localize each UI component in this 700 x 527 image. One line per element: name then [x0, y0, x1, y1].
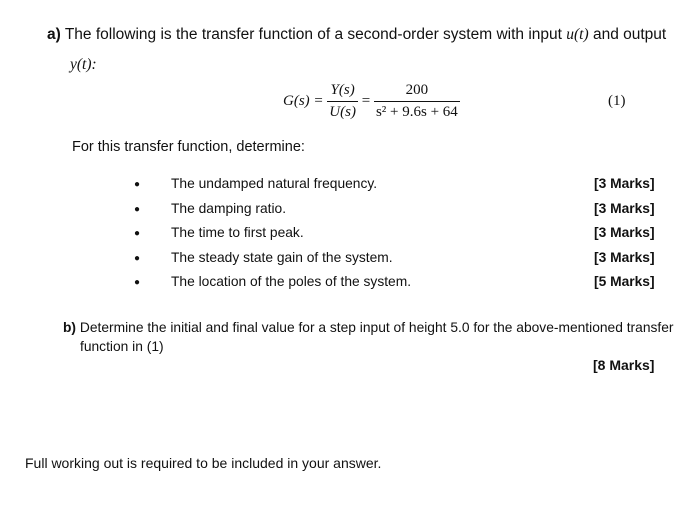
input-symbol: u(t)	[566, 26, 589, 43]
bullet-icon: ●	[134, 179, 141, 190]
list-item-marks: [3 Marks]	[594, 176, 655, 191]
list-item-marks: [5 Marks]	[594, 274, 655, 290]
list-item	[0, 225, 700, 250]
equation-number: (1)	[608, 93, 626, 109]
list-item-text: The damping ratio.	[171, 200, 287, 216]
list-item	[0, 201, 700, 226]
list-item-marks: [3 Marks]	[594, 249, 655, 265]
part-a-intro-text: The following is the transfer function of a second-order system with input	[64, 26, 562, 43]
footer-note: Full working out is required to be included in your answer.	[25, 455, 382, 471]
bullet-icon: ●	[134, 277, 141, 289]
part-b-line1: Determine the initial and final value for a step input of height 5.0 for the above-mentioned transfer	[79, 320, 674, 335]
list-item-text: The time to first peak.	[171, 225, 304, 241]
numerator-y: Y(s)	[330, 82, 355, 98]
bullet-icon: ●	[134, 228, 141, 240]
list-item	[0, 250, 700, 275]
fraction-transfer	[374, 82, 460, 121]
list-item-text: The steady state gain of the system.	[171, 249, 393, 265]
determine-prompt: For this transfer function, determine:	[72, 139, 305, 155]
part-b-question	[63, 320, 674, 335]
equation-lhs: G(s) =	[283, 92, 324, 109]
output-symbol: y(t):	[70, 56, 97, 73]
denominator-u: U(s)	[327, 101, 358, 121]
fraction-y-over-u	[327, 82, 358, 121]
transfer-function-equation	[283, 82, 460, 121]
bullet-icon: ●	[134, 203, 141, 215]
question-list	[0, 176, 700, 299]
list-item-text: The location of the poles of the system.	[171, 274, 412, 290]
list-item	[0, 274, 700, 299]
list-item-text: The undamped natural frequency.	[171, 176, 378, 191]
part-b-label: b)	[63, 320, 77, 335]
denominator-polynomial: s² + 9.6s + 64	[374, 101, 460, 121]
list-item	[0, 176, 700, 201]
part-a-label: a)	[47, 26, 61, 43]
part-b-marks: [8 Marks]	[593, 357, 655, 373]
list-item-marks: [3 Marks]	[594, 225, 655, 241]
part-a-intro	[47, 26, 666, 44]
part-b-line2: function in (1)	[80, 339, 164, 354]
bullet-icon: ●	[134, 252, 141, 264]
part-a-joiner: and output	[592, 26, 667, 43]
equation-equals: =	[361, 92, 371, 109]
list-item-marks: [3 Marks]	[594, 200, 655, 216]
numerator-200: 200	[405, 82, 429, 98]
